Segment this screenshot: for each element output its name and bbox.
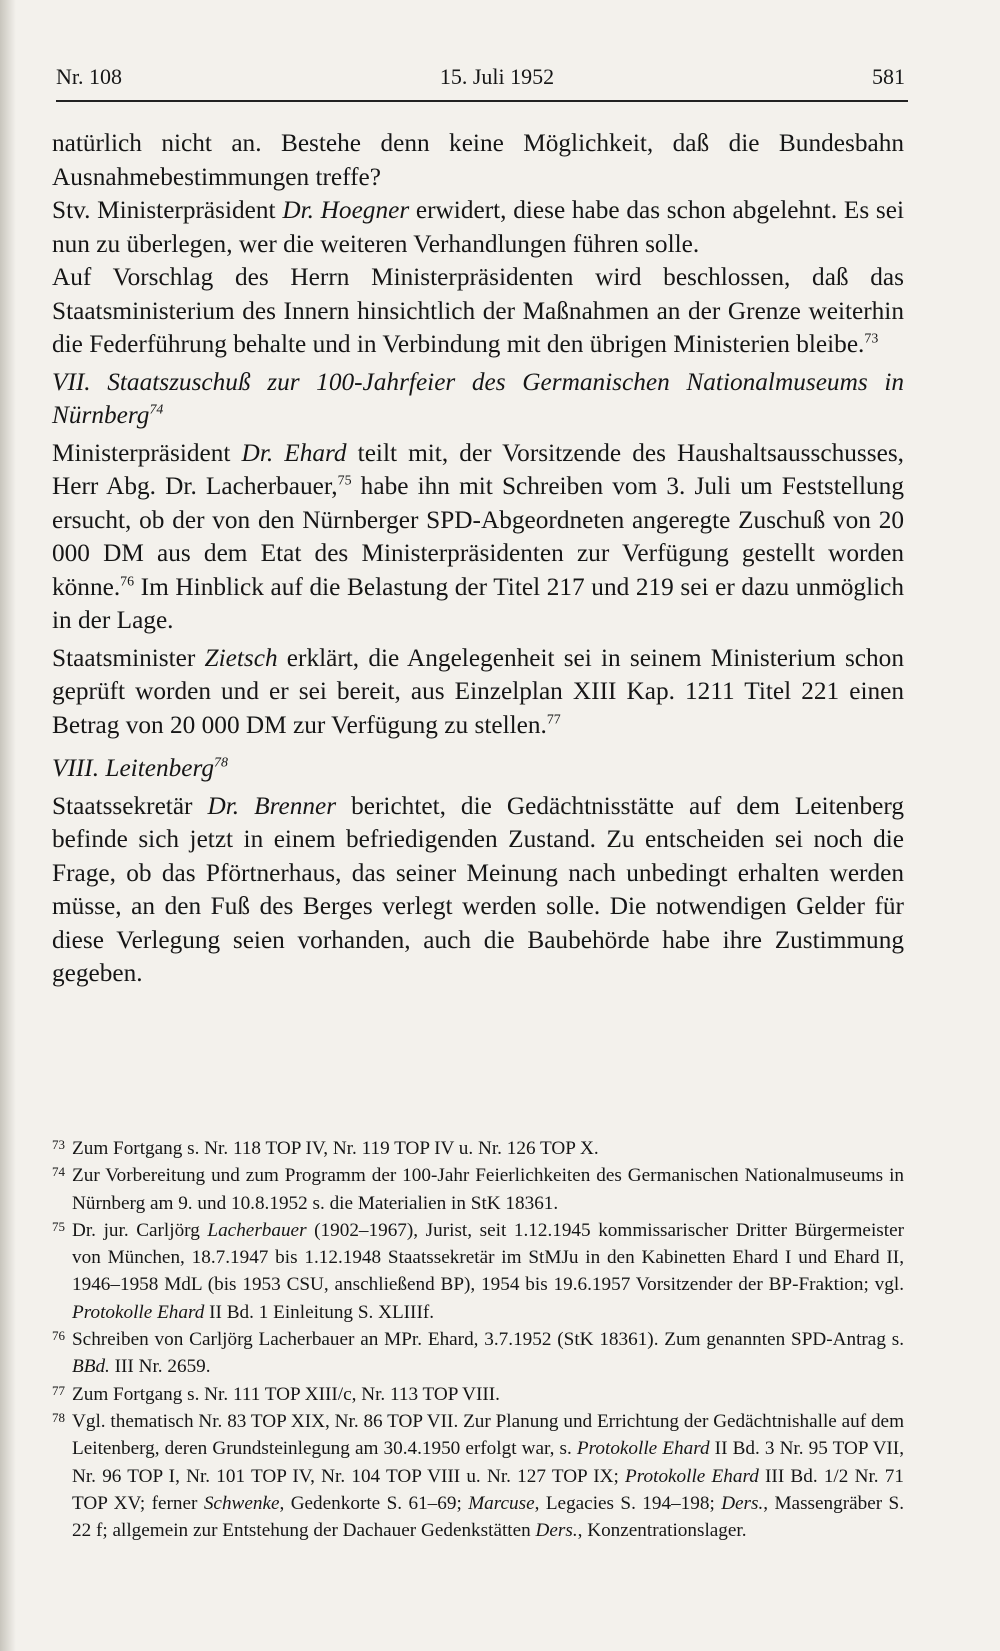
footnote-text — [72, 1326, 904, 1381]
citation-title: Protokolle Ehard — [576, 1438, 710, 1460]
page-number: 581 — [871, 64, 905, 89]
footnote-ref[interactable]: 73 — [864, 331, 879, 347]
footnote-ref[interactable]: 77 — [546, 711, 561, 727]
text-run: Im Hinblick auf die Belastung der Titel 217 und 219 sei er dazu unmöglich in der Lage. — [52, 572, 904, 634]
speaker-name: Dr. Hoegner — [282, 196, 410, 224]
text-run: berichtet, die Gedächtnisstätte auf dem Leitenberg befinde sich jetzt in einem befriedigenden Zustand. Zu entscheiden sei noch die Frage, ob das Pförtnerhaus, das seiner Meinung nach unbedingt erhalten werden müsse, an den Fuß des Berges verlegt werden solle. Die notwendigen Gelder für diese Verlegung seien vorhanden, auch die Baubehörde habe ihre Zustimmung gegeben. — [52, 791, 905, 987]
footnote-text — [72, 1217, 904, 1326]
text-run: Staatsminister — [52, 643, 205, 672]
spacer — [52, 742, 904, 752]
text-run: Auf Vorschlag des Herrn Ministerpräsidenten wird beschlossen, daß das Staatsministerium des Innern hinsichtlich der Maßnahmen an der Grenze weiterhin die Federführung behalte und in Verbindung mit den übrigen Ministerien bleibe. — [52, 263, 904, 358]
footnote-ref[interactable]: 76 — [120, 573, 135, 589]
paragraph-2 — [52, 194, 904, 261]
paragraph-3 — [52, 261, 904, 362]
paragraph-6 — [52, 790, 904, 991]
citation-title: Marcuse — [468, 1492, 535, 1514]
text-run: II Bd. 1 Einleitung S. XLIIIf. — [204, 1301, 435, 1323]
header-rule — [56, 100, 908, 102]
running-header — [56, 64, 905, 94]
footnote-number: 74 — [52, 1164, 65, 1180]
text-run: Stv. Ministerpräsident — [52, 196, 283, 224]
text-run: (1902–1967), Jurist, seit 1.12.1945 kommissarischer Dritter Bürgermeister von München, 18.7.1947 bis 1.12.1948 Staatssekretär im StMJu in den Kabinetten Ehard I und Ehard II, 1946–1958 MdL (bis 1953 CSU, anschließend BP), 1954 bis 19.6.1957 Vorsitzender der BP-Fraktion; vgl. — [72, 1219, 904, 1296]
text-run: , Massengräber S. 22 f; allgemein zur Entstehung der Dachauer Gedenkstätten — [72, 1492, 904, 1542]
footnote-77 — [52, 1381, 904, 1408]
footnote-number: 78 — [52, 1409, 65, 1425]
footnote-76 — [52, 1326, 904, 1381]
header-date: 15. Juli 1952 — [439, 64, 555, 89]
footnote-75 — [52, 1217, 904, 1326]
footnote-74 — [52, 1162, 904, 1217]
footnote-number: 75 — [52, 1218, 65, 1234]
section-heading-vii — [52, 366, 904, 433]
footnote-ref[interactable]: 78 — [214, 755, 228, 771]
text-run: Schreiben von Carljörg Lacherbauer an MPr. Ehard, 3.7.1952 (StK 18361). Zum genannten SPD-Antrag s. — [72, 1329, 904, 1351]
footnote-78 — [52, 1408, 904, 1544]
paragraph-1-text: natürlich nicht an. Bestehe denn keine Möglichkeit, daß die Bundesbahn Ausnahmebestimmungen treffe? — [52, 129, 904, 191]
footnote-ref[interactable]: 74 — [149, 402, 164, 418]
citation-title: Protokolle Ehard — [72, 1301, 205, 1323]
document-number: Nr. 108 — [56, 64, 122, 89]
text-run: III Nr. 2659. — [109, 1356, 211, 1378]
paragraph-1 — [52, 127, 904, 194]
main-text — [52, 127, 904, 991]
footnote-number: 77 — [52, 1382, 65, 1398]
text-run: III Bd. 1/2 Nr. 71 TOP XV; ferner — [72, 1465, 904, 1514]
text-run: teilt mit, der Vorsitzende des Haushaltsausschusses, Herr Abg. Dr. Lacherbauer, — [52, 438, 904, 500]
paragraph-4 — [52, 437, 904, 638]
section-heading-viii — [52, 752, 904, 786]
speaker-name: Dr. Brenner — [207, 791, 337, 820]
speaker-name: Dr. Ehard — [241, 438, 347, 467]
text-run: Staatssekretär — [52, 791, 208, 820]
citation-title: Schwenke — [203, 1492, 280, 1514]
footnote-text: Zum Fortgang s. Nr. 118 TOP IV, Nr. 119 TOP IV u. Nr. 126 TOP X. — [72, 1138, 599, 1159]
citation-title: BBd. — [72, 1356, 110, 1378]
text-run: , Konzentrationslager. — [577, 1520, 747, 1542]
citation-title: Protokolle Ehard — [625, 1465, 759, 1487]
footnote-ref[interactable]: 75 — [337, 473, 352, 489]
footnotes — [52, 1135, 904, 1544]
text-run: habe ihn mit Schreiben vom 3. Juli um Feststellung ersucht, ob der von den Nürnberger SPD-Abgeordneten angeregte Zuschuß von 20 000 DM aus dem Etat des Ministerpräsidenten zur Verfügung gestellt worden könne. — [52, 472, 904, 601]
speaker-name: Zietsch — [204, 643, 278, 672]
text-run: erklärt, die Angelegenheit sei in seinem Ministerium schon geprüft worden und er sei bereit, aus Einzelplan XIII Kap. 1211 Titel 221 einen Betrag von 20 000 DM zur Verfügung zu stellen. — [52, 643, 904, 739]
text-run: Dr. jur. Carljörg — [72, 1219, 208, 1241]
text-run: II Bd. 3 Nr. 95 TOP VII, Nr. 96 TOP I, Nr. 101 TOP IV, Nr. 104 TOP VIII u. Nr. 127 TOP IX; — [72, 1438, 904, 1487]
heading-text: VIII. Leitenberg — [52, 754, 215, 782]
footnote-number: 73 — [52, 1137, 65, 1152]
citation-title: Ders. — [721, 1492, 764, 1514]
footnote-73 — [52, 1135, 904, 1162]
page-edge-shadow — [0, 0, 16, 1651]
text-run: , Gedenkorte S. 61–69; — [279, 1492, 469, 1514]
paragraph-5 — [52, 642, 904, 743]
footnote-text: Zum Fortgang s. Nr. 111 TOP XIII/c, Nr. 113 TOP VIII. — [72, 1383, 500, 1405]
text-run: Ministerpräsident — [52, 438, 242, 467]
heading-text: VII. Staatszuschuß zur 100-Jahrfeier des Germanischen Nationalmuseums in Nürnberg — [52, 367, 904, 429]
text-run: , Legacies S. 194–198; — [534, 1492, 722, 1514]
person-name: Lacherbauer — [207, 1219, 307, 1241]
footnote-text — [72, 1408, 904, 1544]
text-run: Vgl. thematisch Nr. 83 TOP XIX, Nr. 86 TOP VII. Zur Planung und Errichtung der Gedächtnishalle auf dem Leitenberg, deren Grundsteinlegung am 30.4.1950 erfolgt war, s. — [72, 1410, 904, 1460]
citation-title: Ders. — [535, 1520, 578, 1542]
text-run: erwidert, diese habe das schon abgelehnt. Es sei nun zu überlegen, wer die weiteren Verhandlungen führen solle. — [52, 196, 904, 258]
footnote-text: Zur Vorbereitung und zum Programm der 100-Jahr Feierlichkeiten des Germanischen Nationalmuseums in Nürnberg am 9. und 10.8.1952 s. die Materialien in StK 18361. — [72, 1165, 904, 1214]
footnote-number: 76 — [52, 1328, 65, 1344]
